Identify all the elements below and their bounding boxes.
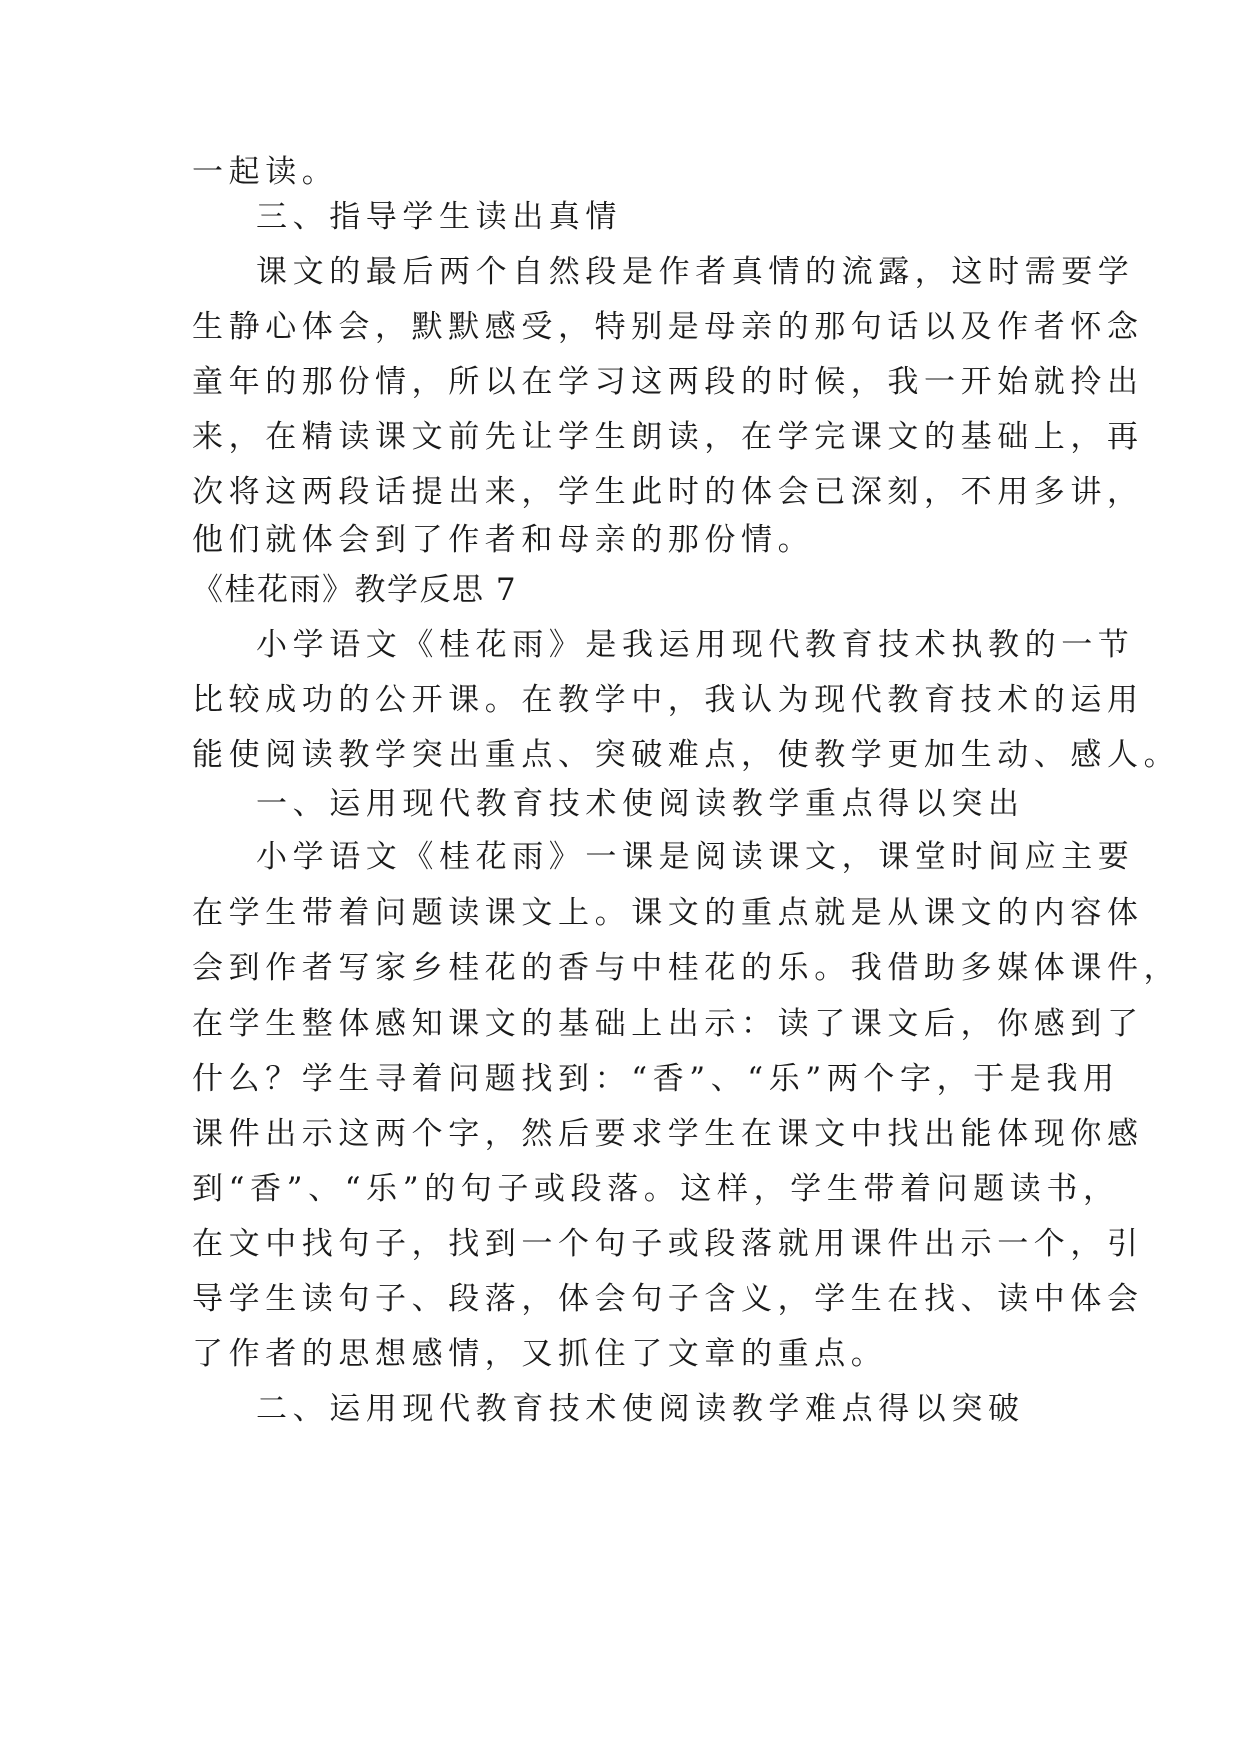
text-line: 课件出示这两个字，然后要求学生在课文中找出能体现你感 [192, 1116, 1144, 1152]
text-line: 在文中找句子，找到一个句子或段落就用课件出示一个，引 [192, 1226, 1144, 1262]
text-line: 他们就体会到了作者和母亲的那份情。 [192, 522, 815, 558]
text-line: 生静心体会，默默感受，特别是母亲的那句话以及作者怀念 [192, 309, 1144, 345]
text-line: 到“香”、“乐”的句子或段落。这样，学生带着问题读书， [192, 1171, 1120, 1207]
text-line: 在学生带着问题读课文上。课文的重点就是从课文的内容体 [192, 895, 1144, 931]
text-line: 能使阅读教学突出重点、突破难点，使教学更加生动、感人。 [192, 737, 1181, 773]
text-line: 次将这两段话提出来，学生此时的体会已深刻，不用多讲， [192, 474, 1144, 510]
section-heading: 三、指导学生读出真情 [256, 199, 622, 235]
text-line: 比较成功的公开课。在教学中，我认为现代教育技术的运用 [192, 682, 1144, 718]
text-line: 了作者的思想感情，又抓住了文章的重点。 [192, 1336, 888, 1372]
text-line: 课文的最后两个自然段是作者真情的流露，这时需要学 [256, 254, 1135, 290]
text-line: 来，在精读课文前先让学生朗读，在学完课文的基础上，再 [192, 419, 1144, 455]
text-line: 小学语文《桂花雨》一课是阅读课文，课堂时间应主要 [256, 839, 1135, 875]
text-line: 童年的那份情，所以在学习这两段的时候，我一开始就拎出 [192, 364, 1144, 400]
article-title: 《桂花雨》教学反思 7 [192, 572, 518, 608]
text-line: 一起读。 [192, 154, 339, 190]
text-line: 什么？学生寻着问题找到：“香”、“乐”两个字，于是我用 [192, 1061, 1120, 1097]
text-line: 会到作者写家乡桂花的香与中桂花的乐。我借助多媒体课件， [192, 950, 1181, 986]
section-heading: 一、运用现代教育技术使阅读教学重点得以突出 [256, 786, 1025, 822]
text-line: 导学生读句子、段落，体会句子含义，学生在找、读中体会 [192, 1281, 1144, 1317]
section-heading: 二、运用现代教育技术使阅读教学难点得以突破 [256, 1391, 1025, 1427]
text-line: 小学语文《桂花雨》是我运用现代教育技术执教的一节 [256, 627, 1135, 663]
text-line: 在学生整体感知课文的基础上出示：读了课文后，你感到了 [192, 1006, 1144, 1042]
